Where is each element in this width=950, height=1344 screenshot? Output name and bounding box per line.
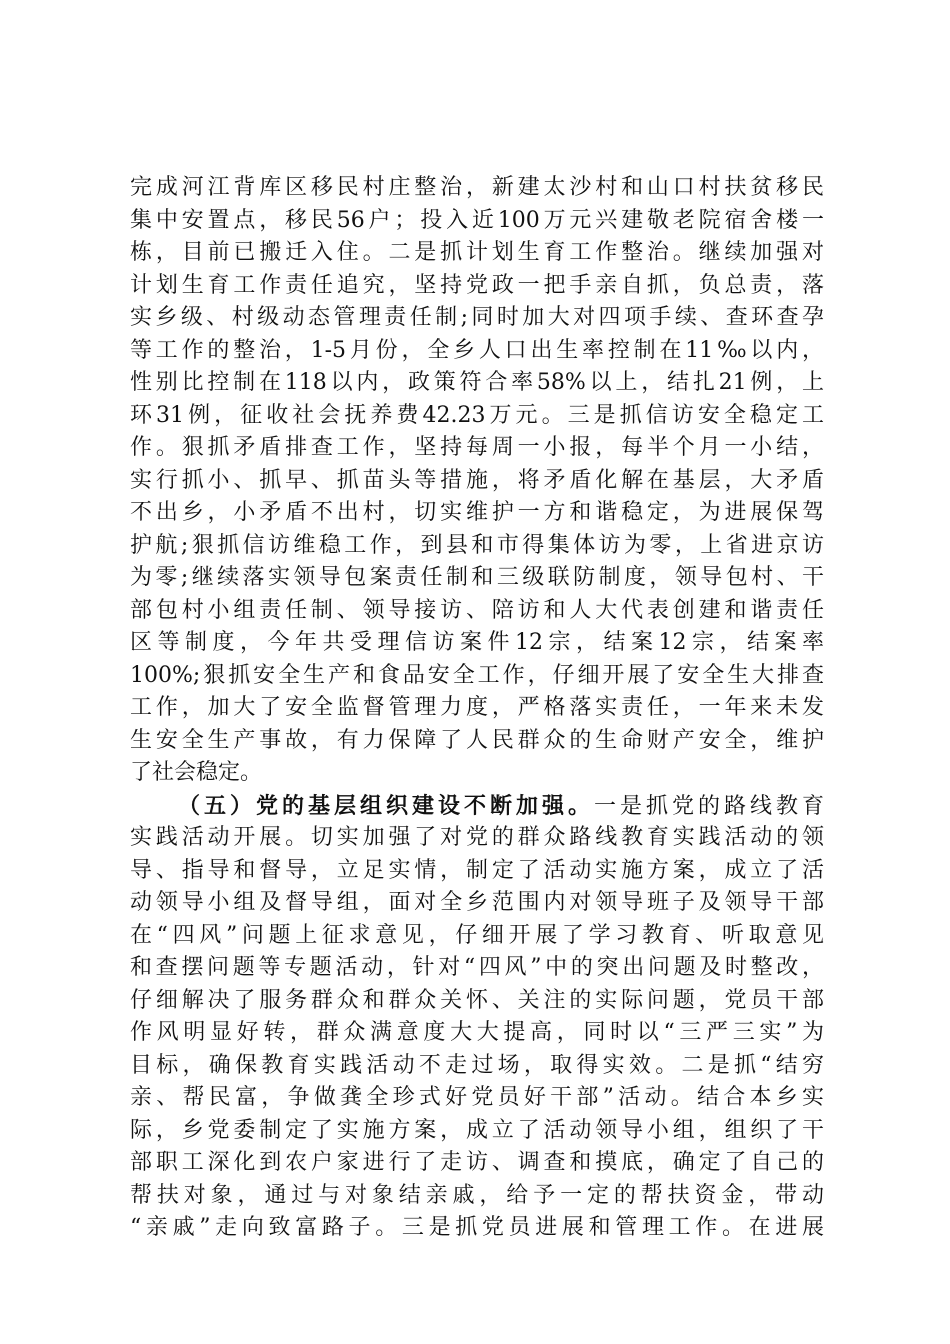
text-line: 实行抓小、抓早、抓苗头等措施，将矛盾化解在基层，大矛盾 xyxy=(130,467,824,493)
text-line: 工作，加大了安全监督管理力度，严格落实责任，一年来未发 xyxy=(130,695,824,720)
text-line: 作风明显好转，群众满意度大大提高，同时以“三严三实”为 xyxy=(130,1020,824,1045)
text-line: 和查摆问题等专题活动，针对“四风”中的突出问题及时整改， xyxy=(130,955,824,980)
text-line: 环31例，征收社会抚养费42.23万元。三是抓信访安全稳定工 xyxy=(130,402,824,428)
paragraph-1 xyxy=(130,172,824,790)
text-line: 集中安置点，移民56户；投入近100万元兴建敬老院宿舍楼一 xyxy=(130,207,824,233)
text-line: 为零;继续落实领导包案责任制和三级联防制度，领导包村、干 xyxy=(130,565,824,590)
section-heading: （五）党的基层组织建设不断加强。 xyxy=(174,792,594,819)
text-line: 生安全生产事故，有力保障了人民群众的生命财产安全，维护 xyxy=(130,727,824,753)
text-line: 实乡级、村级动态管理责任制;同时加大对四项手续、查环查孕 xyxy=(130,305,824,330)
text-line: 了社会稳定。 xyxy=(130,760,263,785)
text-line: 栋，目前已搬迁入住。二是抓计划生育工作整治。继续加强对 xyxy=(130,240,824,265)
text-line: 区等制度，今年共受理信访案件12宗，结案12宗，结案率 xyxy=(130,630,824,655)
text-line: 仔细解决了服务群众和群众关怀、关注的实际问题，党员干部 xyxy=(130,987,824,1013)
document-body xyxy=(130,172,824,1245)
paragraph-2 xyxy=(130,790,824,1245)
text-line: 际，乡党委制定了实施方案，成立了活动领导小组，组织了干 xyxy=(130,1117,824,1143)
text-line: 亲、帮民富，争做龚全珍式好党员好干部”活动。结合本乡实 xyxy=(130,1085,824,1110)
text-line: 完成河江背库区移民村庄整治，新建太沙村和山口村扶贫移民 xyxy=(130,175,824,200)
heading-line-text: 一是抓党的路线教育 xyxy=(593,793,824,819)
text-line: 计划生育工作责任追究，坚持党政一把手亲自抓，负总责，落 xyxy=(130,272,824,298)
text-line: 护航;狠抓信访维稳工作，到县和市得集体访为零，上省进京访 xyxy=(130,532,824,558)
text-line: 等工作的整治，1-5月份，全乡人口出生率控制在11‰以内， xyxy=(130,337,824,363)
text-line: “亲戚”走向致富路子。三是抓党员进展和管理工作。在进展 xyxy=(130,1215,824,1240)
text-line: 帮扶对象，通过与对象结亲戚，给予一定的帮扶资金，带动 xyxy=(130,1182,824,1208)
text-line: 不出乡，小矛盾不出村，切实维护一方和谐稳定，为进展保驾 xyxy=(130,500,824,525)
text-line: 目标，确保教育实践活动不走过场，取得实效。二是抓“结穷 xyxy=(130,1052,824,1078)
text-line: 实践活动开展。切实加强了对党的群众路线教育实践活动的领 xyxy=(130,825,824,850)
text-line: 在“四风”问题上征求意见，仔细开展了学习教育、听取意见 xyxy=(130,922,824,948)
text-line: 导、指导和督导，立足实情，制定了活动实施方案，成立了活 xyxy=(130,857,824,883)
section-heading-line xyxy=(130,790,824,823)
text-line: 作。狠抓矛盾排查工作，坚持每周一小报，每半个月一小结， xyxy=(130,435,824,460)
text-line: 性别比控制在118以内，政策符合率58%以上，结扎21例，上 xyxy=(130,370,824,395)
text-line: 部包村小组责任制、领导接访、陪访和人大代表创建和谐责任 xyxy=(130,597,824,623)
text-line: 部职工深化到农户家进行了走访、调查和摸底，确定了自己的 xyxy=(130,1150,824,1175)
text-line: 动领导小组及督导组，面对全乡范围内对领导班子及领导干部 xyxy=(130,890,824,915)
text-line: 100%;狠抓安全生产和食品安全工作，仔细开展了安全生大排查 xyxy=(130,662,824,688)
